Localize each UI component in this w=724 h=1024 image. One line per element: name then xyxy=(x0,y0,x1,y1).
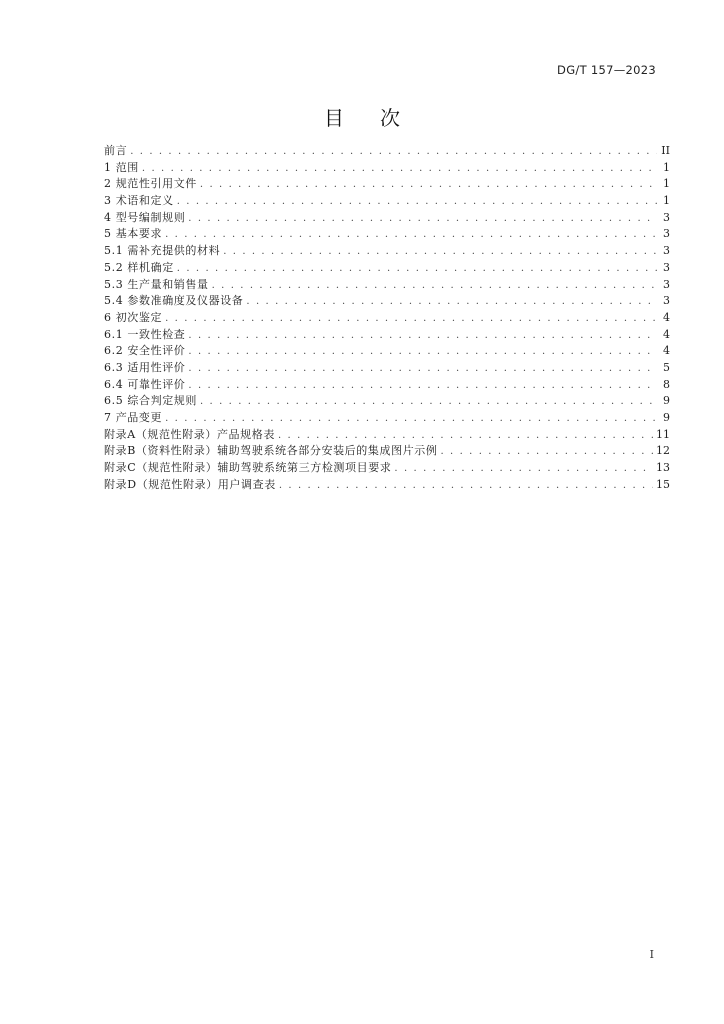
toc-entry-label: 5.4 参数准确度及仪器设备 xyxy=(104,294,244,308)
toc-entry-page: 12 xyxy=(656,444,670,458)
standard-code: DG/T 157—2023 xyxy=(557,63,656,77)
toc-entry-label: 附录C（规范性附录）辅助驾驶系统第三方检测项目要求 xyxy=(104,461,392,475)
toc-dot-leader xyxy=(394,461,653,478)
toc-entry-page: 3 xyxy=(663,260,670,274)
toc-entry-page: 11 xyxy=(656,427,670,441)
toc-dot-leader xyxy=(279,478,653,495)
toc-dot-leader xyxy=(278,428,653,445)
toc-entry-page: 1 xyxy=(663,177,670,191)
toc-entry-label: 6 初次鉴定 xyxy=(104,310,163,324)
toc-dot-leader xyxy=(165,311,657,328)
toc-entry[interactable] xyxy=(104,477,670,494)
toc-entry-page: 4 xyxy=(663,344,670,358)
toc-entry-page: 3 xyxy=(663,210,670,224)
toc-entry-page: II xyxy=(661,144,670,157)
toc-entry-page: 3 xyxy=(663,244,670,258)
toc-entry[interactable] xyxy=(104,143,670,160)
toc-entry-page: 8 xyxy=(663,377,670,391)
toc-dot-leader xyxy=(130,144,657,161)
toc-entry-page: 3 xyxy=(663,227,670,241)
toc-entry-label: 6.1 一致性检查 xyxy=(104,327,186,341)
toc-dot-leader xyxy=(165,227,657,244)
toc-entry[interactable] xyxy=(104,193,670,210)
toc-entry[interactable] xyxy=(104,310,670,327)
toc-entry[interactable] xyxy=(104,176,670,193)
toc-dot-leader xyxy=(165,411,657,428)
toc-dot-leader xyxy=(200,394,657,411)
toc-entry-page: 9 xyxy=(663,394,670,408)
toc-dot-leader xyxy=(246,294,657,311)
toc-entry-label: 前言 xyxy=(104,144,128,157)
toc-entry-page: 3 xyxy=(663,294,670,308)
toc-dot-leader xyxy=(188,344,657,361)
toc-entry-label: 附录B（资料性附录）辅助驾驶系统各部分安装后的集成图片示例 xyxy=(104,444,438,458)
toc-dot-leader xyxy=(177,261,657,278)
toc-entry[interactable] xyxy=(104,210,670,227)
toc-dot-leader xyxy=(212,278,657,295)
toc-entry-label: 附录D（规范性附录）用户调查表 xyxy=(104,477,276,491)
toc-entry-label: 5.2 样机确定 xyxy=(104,260,174,274)
toc-entry-label: 1 范围 xyxy=(104,160,139,174)
toc-title: 目次 xyxy=(324,106,436,130)
toc-entry-label: 7 产品变更 xyxy=(104,411,163,424)
toc-entry-label: 附录A（规范性附录）产品规格表 xyxy=(104,427,275,441)
toc-dot-leader xyxy=(200,177,657,194)
page-number: I xyxy=(649,948,654,961)
toc-entry-label: 4 型号编制规则 xyxy=(104,210,186,224)
toc-entry[interactable] xyxy=(104,277,670,294)
toc-dot-leader xyxy=(188,211,657,228)
toc-entry-label: 6.4 可靠性评价 xyxy=(104,377,186,391)
toc-entry-label: 6.2 安全性评价 xyxy=(104,344,186,358)
toc-entry-label: 6.3 适用性评价 xyxy=(104,360,186,374)
toc-dot-leader xyxy=(188,378,657,395)
toc-entry-label: 5.3 生产量和销售量 xyxy=(104,277,209,291)
toc-list xyxy=(104,143,670,493)
toc-entry-label: 3 术语和定义 xyxy=(104,194,174,208)
toc-dot-leader xyxy=(440,444,653,461)
toc-entry[interactable] xyxy=(104,226,670,243)
toc-entry-label: 6.5 综合判定规则 xyxy=(104,394,197,408)
toc-entry-page: 1 xyxy=(663,160,670,174)
toc-dot-leader xyxy=(223,244,657,261)
toc-entry[interactable] xyxy=(104,260,670,277)
toc-dot-leader xyxy=(188,361,657,378)
toc-entry-page: 3 xyxy=(663,277,670,291)
toc-entry-page: 1 xyxy=(663,194,670,208)
toc-entry-label: 5.1 需补充提供的材料 xyxy=(104,244,221,258)
toc-entry-label: 2 规范性引用文件 xyxy=(104,177,197,191)
toc-entry[interactable] xyxy=(104,160,670,177)
toc-entry-page: 4 xyxy=(663,310,670,324)
toc-entry-page: 13 xyxy=(656,461,670,475)
toc-entry[interactable] xyxy=(104,427,670,444)
toc-entry-page: 4 xyxy=(663,327,670,341)
toc-entry-page: 5 xyxy=(663,360,670,374)
toc-entry[interactable] xyxy=(104,443,670,460)
toc-entry-label: 5 基本要求 xyxy=(104,227,163,241)
toc-entry-page: 15 xyxy=(656,477,670,491)
toc-entry[interactable] xyxy=(104,327,670,344)
toc-entry[interactable] xyxy=(104,243,670,260)
toc-entry[interactable] xyxy=(104,343,670,360)
toc-entry[interactable] xyxy=(104,410,670,427)
toc-dot-leader xyxy=(177,194,657,211)
toc-entry[interactable] xyxy=(104,360,670,377)
toc-entry[interactable] xyxy=(104,377,670,394)
toc-dot-leader xyxy=(188,328,657,345)
toc-entry-page: 9 xyxy=(663,411,670,424)
toc-dot-leader xyxy=(142,161,657,178)
toc-entry[interactable] xyxy=(104,460,670,477)
toc-entry[interactable] xyxy=(104,293,670,310)
toc-entry[interactable] xyxy=(104,393,670,410)
